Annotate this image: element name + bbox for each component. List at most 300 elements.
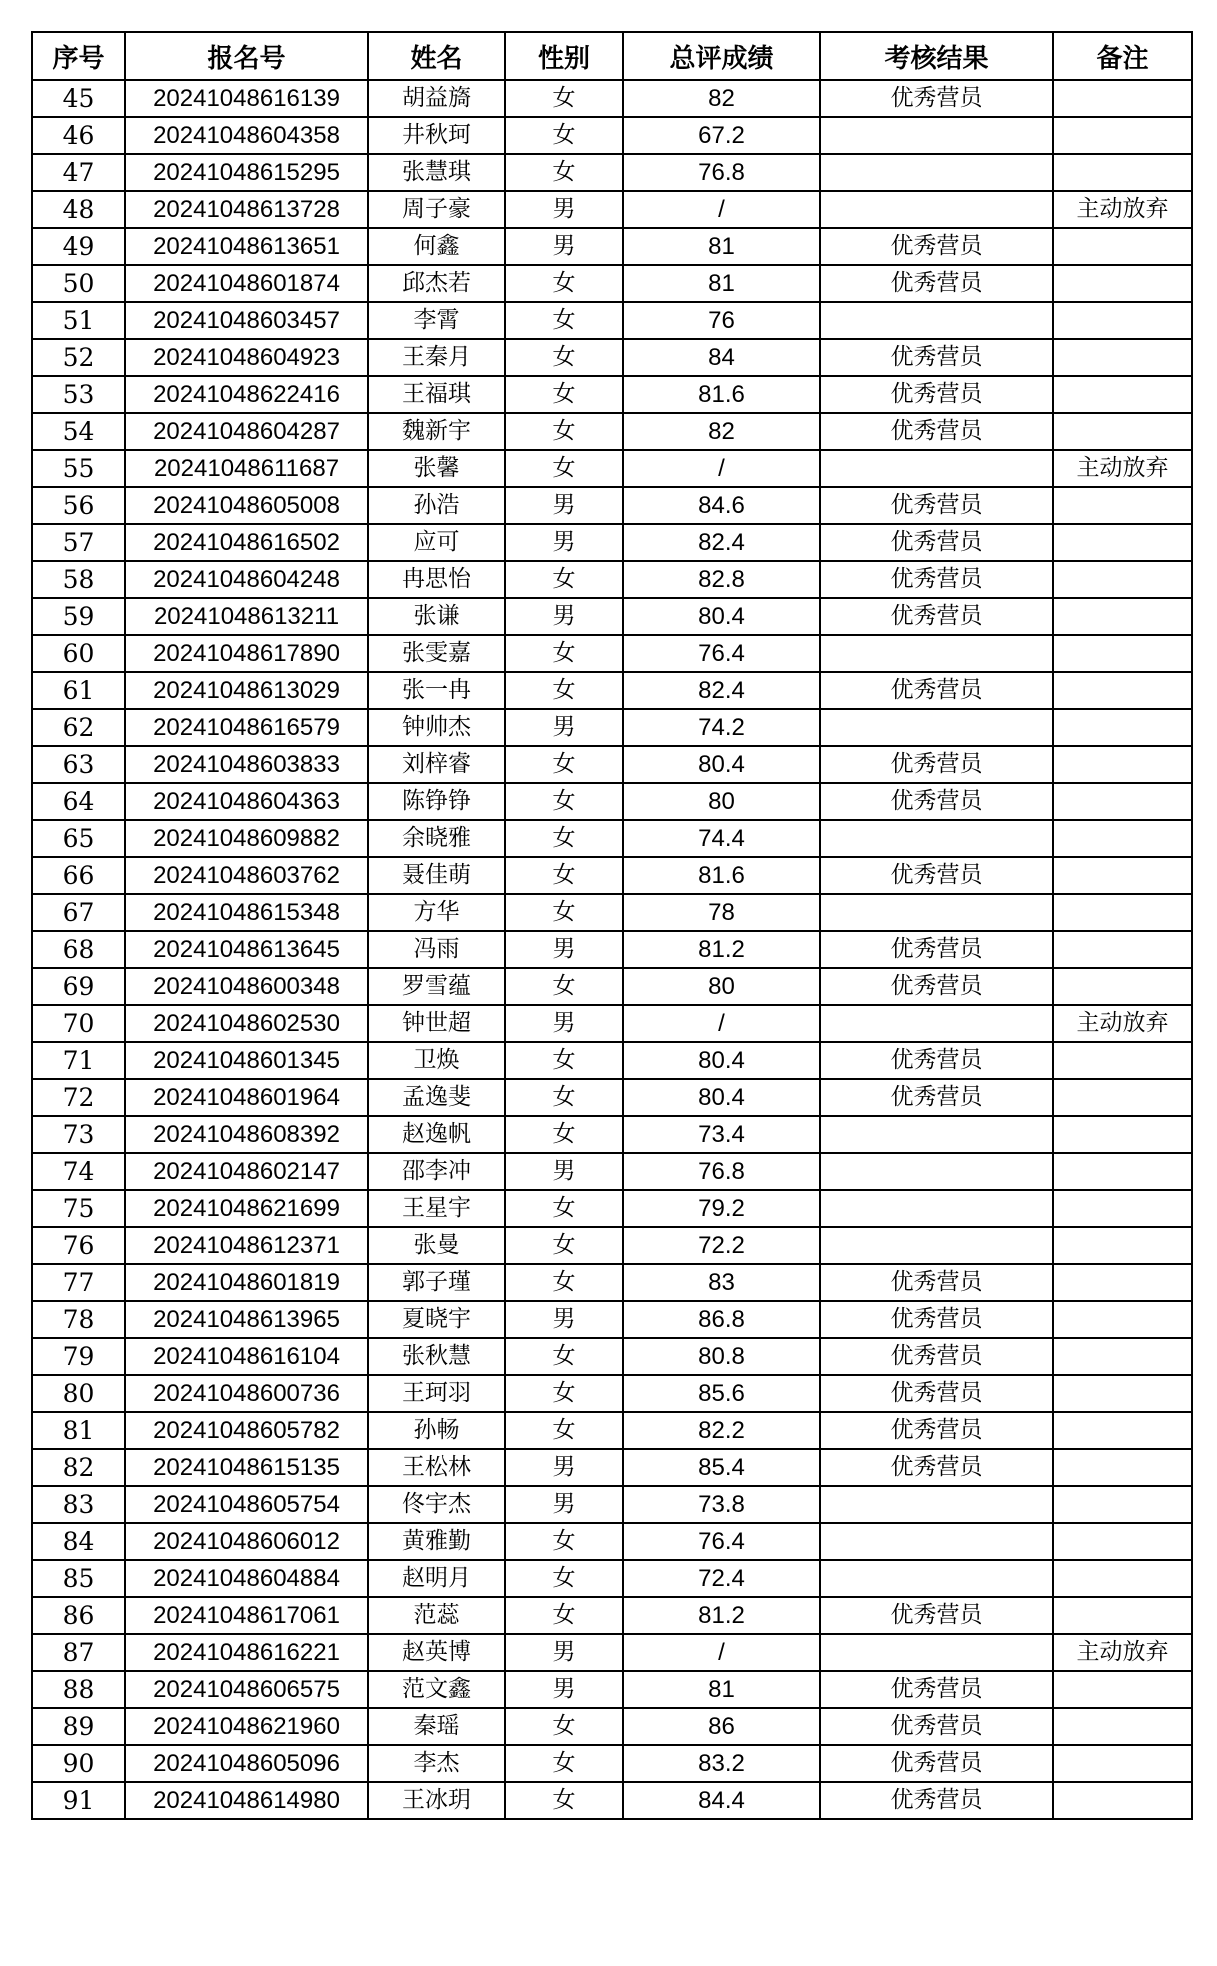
cell-result — [820, 302, 1053, 339]
table-row — [32, 783, 1192, 820]
cell-note — [1053, 635, 1192, 672]
cell-registration-no: 20241048616139 — [125, 80, 368, 117]
header-registration-no: 报名号 — [125, 32, 368, 80]
cell-total-score: 81.6 — [623, 376, 820, 413]
cell-name: 黄雅勤 — [368, 1523, 505, 1560]
cell-name: 孟逸斐 — [368, 1079, 505, 1116]
cell-result — [820, 450, 1053, 487]
cell-gender: 女 — [505, 1190, 623, 1227]
cell-gender: 男 — [505, 524, 623, 561]
cell-note — [1053, 1116, 1192, 1153]
cell-total-score: 74.4 — [623, 820, 820, 857]
cell-total-score: 83 — [623, 1264, 820, 1301]
table-row — [32, 894, 1192, 931]
cell-note — [1053, 1375, 1192, 1412]
cell-registration-no: 20241048602530 — [125, 1005, 368, 1042]
cell-name: 陈铮铮 — [368, 783, 505, 820]
cell-registration-no: 20241048615135 — [125, 1449, 368, 1486]
cell-note — [1053, 80, 1192, 117]
cell-seq: 74 — [32, 1153, 125, 1190]
cell-seq: 87 — [32, 1634, 125, 1671]
cell-result — [820, 117, 1053, 154]
cell-seq: 69 — [32, 968, 125, 1005]
cell-name: 王星宇 — [368, 1190, 505, 1227]
cell-registration-no: 20241048616579 — [125, 709, 368, 746]
cell-total-score: 80.8 — [623, 1338, 820, 1375]
cell-result: 优秀营员 — [820, 783, 1053, 820]
cell-total-score: 73.4 — [623, 1116, 820, 1153]
cell-total-score: 81.2 — [623, 1597, 820, 1634]
cell-gender: 女 — [505, 80, 623, 117]
cell-result — [820, 1116, 1053, 1153]
cell-note — [1053, 1042, 1192, 1079]
cell-total-score: 72.4 — [623, 1560, 820, 1597]
cell-gender: 女 — [505, 376, 623, 413]
cell-registration-no: 20241048604363 — [125, 783, 368, 820]
cell-result: 优秀营员 — [820, 1597, 1053, 1634]
header-note: 备注 — [1053, 32, 1192, 80]
cell-gender: 女 — [505, 746, 623, 783]
cell-note — [1053, 1449, 1192, 1486]
cell-total-score: 81.6 — [623, 857, 820, 894]
cell-total-score: 74.2 — [623, 709, 820, 746]
cell-registration-no: 20241048603833 — [125, 746, 368, 783]
cell-seq: 85 — [32, 1560, 125, 1597]
cell-registration-no: 20241048600348 — [125, 968, 368, 1005]
cell-note — [1053, 265, 1192, 302]
cell-registration-no: 20241048604358 — [125, 117, 368, 154]
cell-seq: 47 — [32, 154, 125, 191]
cell-name: 周子豪 — [368, 191, 505, 228]
cell-registration-no: 20241048601964 — [125, 1079, 368, 1116]
cell-note — [1053, 894, 1192, 931]
cell-gender: 女 — [505, 968, 623, 1005]
cell-seq: 60 — [32, 635, 125, 672]
cell-name: 王松林 — [368, 1449, 505, 1486]
cell-registration-no: 20241048617061 — [125, 1597, 368, 1634]
table-row — [32, 117, 1192, 154]
table-row — [32, 1634, 1192, 1671]
cell-gender: 男 — [505, 487, 623, 524]
cell-note — [1053, 154, 1192, 191]
cell-total-score: 67.2 — [623, 117, 820, 154]
cell-seq: 89 — [32, 1708, 125, 1745]
cell-name: 何鑫 — [368, 228, 505, 265]
cell-result: 优秀营员 — [820, 413, 1053, 450]
cell-result: 优秀营员 — [820, 1375, 1053, 1412]
cell-gender: 男 — [505, 1634, 623, 1671]
cell-registration-no: 20241048613029 — [125, 672, 368, 709]
cell-result: 优秀营员 — [820, 968, 1053, 1005]
cell-result: 优秀营员 — [820, 598, 1053, 635]
cell-name: 魏新宇 — [368, 413, 505, 450]
cell-name: 卫焕 — [368, 1042, 505, 1079]
cell-seq: 67 — [32, 894, 125, 931]
cell-registration-no: 20241048604287 — [125, 413, 368, 450]
cell-total-score: 86.8 — [623, 1301, 820, 1338]
cell-registration-no: 20241048616104 — [125, 1338, 368, 1375]
cell-name: 张一冉 — [368, 672, 505, 709]
cell-gender: 男 — [505, 1486, 623, 1523]
cell-gender: 男 — [505, 1301, 623, 1338]
cell-result: 优秀营员 — [820, 931, 1053, 968]
cell-registration-no: 20241048613728 — [125, 191, 368, 228]
results-table — [31, 31, 1193, 1820]
cell-gender: 女 — [505, 302, 623, 339]
table-row — [32, 80, 1192, 117]
cell-gender: 男 — [505, 1153, 623, 1190]
cell-note — [1053, 1560, 1192, 1597]
cell-registration-no: 20241048604923 — [125, 339, 368, 376]
cell-gender: 女 — [505, 413, 623, 450]
cell-seq: 46 — [32, 117, 125, 154]
cell-name: 佟宇杰 — [368, 1486, 505, 1523]
cell-note — [1053, 783, 1192, 820]
cell-registration-no: 20241048605008 — [125, 487, 368, 524]
cell-total-score: 85.4 — [623, 1449, 820, 1486]
cell-registration-no: 20241048604884 — [125, 1560, 368, 1597]
cell-registration-no: 20241048613645 — [125, 931, 368, 968]
cell-seq: 76 — [32, 1227, 125, 1264]
cell-note — [1053, 746, 1192, 783]
cell-gender: 女 — [505, 1597, 623, 1634]
cell-result: 优秀营员 — [820, 1412, 1053, 1449]
cell-note — [1053, 820, 1192, 857]
cell-registration-no: 20241048608392 — [125, 1116, 368, 1153]
cell-total-score: 76.8 — [623, 1153, 820, 1190]
cell-total-score: / — [623, 450, 820, 487]
table-body — [32, 80, 1192, 1819]
cell-note — [1053, 598, 1192, 635]
table-row — [32, 1745, 1192, 1782]
cell-seq: 48 — [32, 191, 125, 228]
cell-total-score: 81 — [623, 228, 820, 265]
cell-name: 张曼 — [368, 1227, 505, 1264]
table-row — [32, 635, 1192, 672]
cell-name: 范蕊 — [368, 1597, 505, 1634]
cell-seq: 71 — [32, 1042, 125, 1079]
cell-result — [820, 1153, 1053, 1190]
cell-gender: 女 — [505, 1079, 623, 1116]
cell-registration-no: 20241048605096 — [125, 1745, 368, 1782]
cell-registration-no: 20241048600736 — [125, 1375, 368, 1412]
cell-registration-no: 20241048601345 — [125, 1042, 368, 1079]
cell-note — [1053, 1264, 1192, 1301]
cell-result — [820, 1560, 1053, 1597]
table-row — [32, 376, 1192, 413]
cell-seq: 68 — [32, 931, 125, 968]
cell-seq: 81 — [32, 1412, 125, 1449]
cell-seq: 57 — [32, 524, 125, 561]
cell-name: 聂佳萌 — [368, 857, 505, 894]
cell-seq: 56 — [32, 487, 125, 524]
cell-result — [820, 191, 1053, 228]
cell-gender: 男 — [505, 1671, 623, 1708]
cell-name: 张慧琪 — [368, 154, 505, 191]
cell-name: 赵逸帆 — [368, 1116, 505, 1153]
cell-total-score: 81 — [623, 265, 820, 302]
cell-total-score: 76.4 — [623, 635, 820, 672]
cell-result: 优秀营员 — [820, 487, 1053, 524]
cell-note — [1053, 1671, 1192, 1708]
cell-seq: 82 — [32, 1449, 125, 1486]
cell-name: 李杰 — [368, 1745, 505, 1782]
table-row — [32, 413, 1192, 450]
table-row — [32, 598, 1192, 635]
cell-note — [1053, 1523, 1192, 1560]
cell-registration-no: 20241048613211 — [125, 598, 368, 635]
cell-result: 优秀营员 — [820, 1042, 1053, 1079]
cell-seq: 53 — [32, 376, 125, 413]
cell-name: 张秋慧 — [368, 1338, 505, 1375]
cell-gender: 女 — [505, 783, 623, 820]
cell-name: 罗雪蕴 — [368, 968, 505, 1005]
cell-registration-no: 20241048603457 — [125, 302, 368, 339]
cell-gender: 女 — [505, 1227, 623, 1264]
cell-name: 郭子瑾 — [368, 1264, 505, 1301]
cell-gender: 男 — [505, 598, 623, 635]
cell-note — [1053, 1227, 1192, 1264]
cell-total-score: 82 — [623, 80, 820, 117]
table-row — [32, 1486, 1192, 1523]
cell-seq: 52 — [32, 339, 125, 376]
cell-seq: 75 — [32, 1190, 125, 1227]
cell-total-score: 81 — [623, 1671, 820, 1708]
cell-result: 优秀营员 — [820, 265, 1053, 302]
cell-result — [820, 1227, 1053, 1264]
cell-name: 王珂羽 — [368, 1375, 505, 1412]
cell-result — [820, 820, 1053, 857]
cell-result — [820, 1523, 1053, 1560]
cell-total-score: 82.2 — [623, 1412, 820, 1449]
cell-total-score: 76.8 — [623, 154, 820, 191]
cell-seq: 78 — [32, 1301, 125, 1338]
header-seq: 序号 — [32, 32, 125, 80]
cell-result: 优秀营员 — [820, 1708, 1053, 1745]
cell-gender: 女 — [505, 1745, 623, 1782]
table-row — [32, 672, 1192, 709]
cell-total-score: 80 — [623, 783, 820, 820]
cell-seq: 45 — [32, 80, 125, 117]
cell-registration-no: 20241048604248 — [125, 561, 368, 598]
cell-gender: 女 — [505, 117, 623, 154]
cell-note: 主动放弃 — [1053, 450, 1192, 487]
cell-total-score: 79.2 — [623, 1190, 820, 1227]
table-row — [32, 265, 1192, 302]
cell-registration-no: 20241048606012 — [125, 1523, 368, 1560]
cell-note: 主动放弃 — [1053, 191, 1192, 228]
cell-result: 优秀营员 — [820, 1449, 1053, 1486]
table-row — [32, 820, 1192, 857]
cell-gender: 女 — [505, 265, 623, 302]
table-row — [32, 1116, 1192, 1153]
cell-seq: 91 — [32, 1782, 125, 1819]
cell-total-score: 80.4 — [623, 598, 820, 635]
cell-result: 优秀营员 — [820, 1301, 1053, 1338]
cell-gender: 女 — [505, 450, 623, 487]
cell-gender: 男 — [505, 931, 623, 968]
table-row — [32, 450, 1192, 487]
table-row — [32, 302, 1192, 339]
cell-total-score: 81.2 — [623, 931, 820, 968]
table-row — [32, 1375, 1192, 1412]
cell-total-score: 82.4 — [623, 672, 820, 709]
cell-note — [1053, 857, 1192, 894]
cell-note — [1053, 339, 1192, 376]
cell-total-score: 80.4 — [623, 1079, 820, 1116]
cell-registration-no: 20241048612371 — [125, 1227, 368, 1264]
cell-total-score: / — [623, 1634, 820, 1671]
cell-gender: 女 — [505, 1412, 623, 1449]
cell-name: 应可 — [368, 524, 505, 561]
cell-gender: 男 — [505, 1449, 623, 1486]
cell-note — [1053, 1338, 1192, 1375]
cell-result — [820, 635, 1053, 672]
table-row — [32, 1153, 1192, 1190]
cell-gender: 男 — [505, 1005, 623, 1042]
table-row — [32, 561, 1192, 598]
cell-registration-no: 20241048622416 — [125, 376, 368, 413]
cell-gender: 女 — [505, 1782, 623, 1819]
table-row — [32, 1264, 1192, 1301]
cell-seq: 73 — [32, 1116, 125, 1153]
cell-gender: 女 — [505, 820, 623, 857]
cell-seq: 65 — [32, 820, 125, 857]
cell-name: 冯雨 — [368, 931, 505, 968]
cell-seq: 55 — [32, 450, 125, 487]
cell-seq: 80 — [32, 1375, 125, 1412]
cell-seq: 64 — [32, 783, 125, 820]
cell-name: 邱杰若 — [368, 265, 505, 302]
cell-result: 优秀营员 — [820, 80, 1053, 117]
cell-name: 王冰玥 — [368, 1782, 505, 1819]
cell-total-score: 78 — [623, 894, 820, 931]
cell-result: 优秀营员 — [820, 1079, 1053, 1116]
cell-total-score: 73.8 — [623, 1486, 820, 1523]
cell-gender: 男 — [505, 228, 623, 265]
table-row — [32, 1671, 1192, 1708]
cell-note — [1053, 1782, 1192, 1819]
cell-result: 优秀营员 — [820, 339, 1053, 376]
table-row — [32, 968, 1192, 1005]
cell-name: 夏晓宇 — [368, 1301, 505, 1338]
cell-name: 秦瑶 — [368, 1708, 505, 1745]
cell-note — [1053, 1708, 1192, 1745]
cell-seq: 58 — [32, 561, 125, 598]
cell-name: 钟世超 — [368, 1005, 505, 1042]
header-gender: 性别 — [505, 32, 623, 80]
cell-registration-no: 20241048605754 — [125, 1486, 368, 1523]
cell-note — [1053, 487, 1192, 524]
cell-name: 方华 — [368, 894, 505, 931]
table-row — [32, 191, 1192, 228]
cell-gender: 女 — [505, 857, 623, 894]
table-row — [32, 709, 1192, 746]
cell-total-score: 85.6 — [623, 1375, 820, 1412]
cell-result — [820, 1190, 1053, 1227]
cell-name: 胡益旖 — [368, 80, 505, 117]
cell-note — [1053, 1190, 1192, 1227]
cell-total-score: 82.8 — [623, 561, 820, 598]
cell-total-score: 72.2 — [623, 1227, 820, 1264]
cell-seq: 62 — [32, 709, 125, 746]
cell-registration-no: 20241048605782 — [125, 1412, 368, 1449]
cell-gender: 女 — [505, 154, 623, 191]
cell-registration-no: 20241048615348 — [125, 894, 368, 931]
cell-gender: 女 — [505, 1708, 623, 1745]
table-row — [32, 1560, 1192, 1597]
cell-name: 冉思怡 — [368, 561, 505, 598]
table-row — [32, 524, 1192, 561]
cell-result: 优秀营员 — [820, 1671, 1053, 1708]
cell-result: 优秀营员 — [820, 1782, 1053, 1819]
cell-name: 余晓雅 — [368, 820, 505, 857]
table-row — [32, 1042, 1192, 1079]
cell-gender: 女 — [505, 635, 623, 672]
cell-registration-no: 20241048616221 — [125, 1634, 368, 1671]
cell-result: 优秀营员 — [820, 1745, 1053, 1782]
cell-total-score: 82.4 — [623, 524, 820, 561]
cell-name: 王秦月 — [368, 339, 505, 376]
header-total-score: 总评成绩 — [623, 32, 820, 80]
cell-total-score: 76 — [623, 302, 820, 339]
cell-note — [1053, 561, 1192, 598]
table-row — [32, 1338, 1192, 1375]
cell-note — [1053, 524, 1192, 561]
cell-name: 赵英博 — [368, 1634, 505, 1671]
cell-result: 优秀营员 — [820, 524, 1053, 561]
table-row — [32, 1190, 1192, 1227]
cell-registration-no: 20241048609882 — [125, 820, 368, 857]
table-row — [32, 1412, 1192, 1449]
cell-seq: 50 — [32, 265, 125, 302]
cell-note — [1053, 376, 1192, 413]
cell-total-score: 80 — [623, 968, 820, 1005]
cell-name: 王福琪 — [368, 376, 505, 413]
cell-seq: 83 — [32, 1486, 125, 1523]
cell-result: 优秀营员 — [820, 1264, 1053, 1301]
cell-seq: 51 — [32, 302, 125, 339]
cell-result: 优秀营员 — [820, 376, 1053, 413]
cell-gender: 女 — [505, 339, 623, 376]
cell-note — [1053, 117, 1192, 154]
cell-result — [820, 894, 1053, 931]
table-row — [32, 339, 1192, 376]
cell-note: 主动放弃 — [1053, 1634, 1192, 1671]
cell-total-score: 83.2 — [623, 1745, 820, 1782]
cell-gender: 女 — [505, 1375, 623, 1412]
cell-total-score: 80.4 — [623, 746, 820, 783]
cell-note — [1053, 228, 1192, 265]
cell-note — [1053, 1597, 1192, 1634]
table-row — [32, 1449, 1192, 1486]
cell-seq: 49 — [32, 228, 125, 265]
table-row — [32, 1301, 1192, 1338]
cell-result: 优秀营员 — [820, 746, 1053, 783]
cell-result — [820, 709, 1053, 746]
cell-name: 钟帅杰 — [368, 709, 505, 746]
cell-total-score: / — [623, 1005, 820, 1042]
cell-seq: 86 — [32, 1597, 125, 1634]
cell-total-score: 86 — [623, 1708, 820, 1745]
table-row — [32, 1227, 1192, 1264]
cell-seq: 79 — [32, 1338, 125, 1375]
cell-gender: 男 — [505, 191, 623, 228]
cell-result: 优秀营员 — [820, 561, 1053, 598]
cell-note — [1053, 302, 1192, 339]
cell-gender: 女 — [505, 1042, 623, 1079]
cell-seq: 66 — [32, 857, 125, 894]
